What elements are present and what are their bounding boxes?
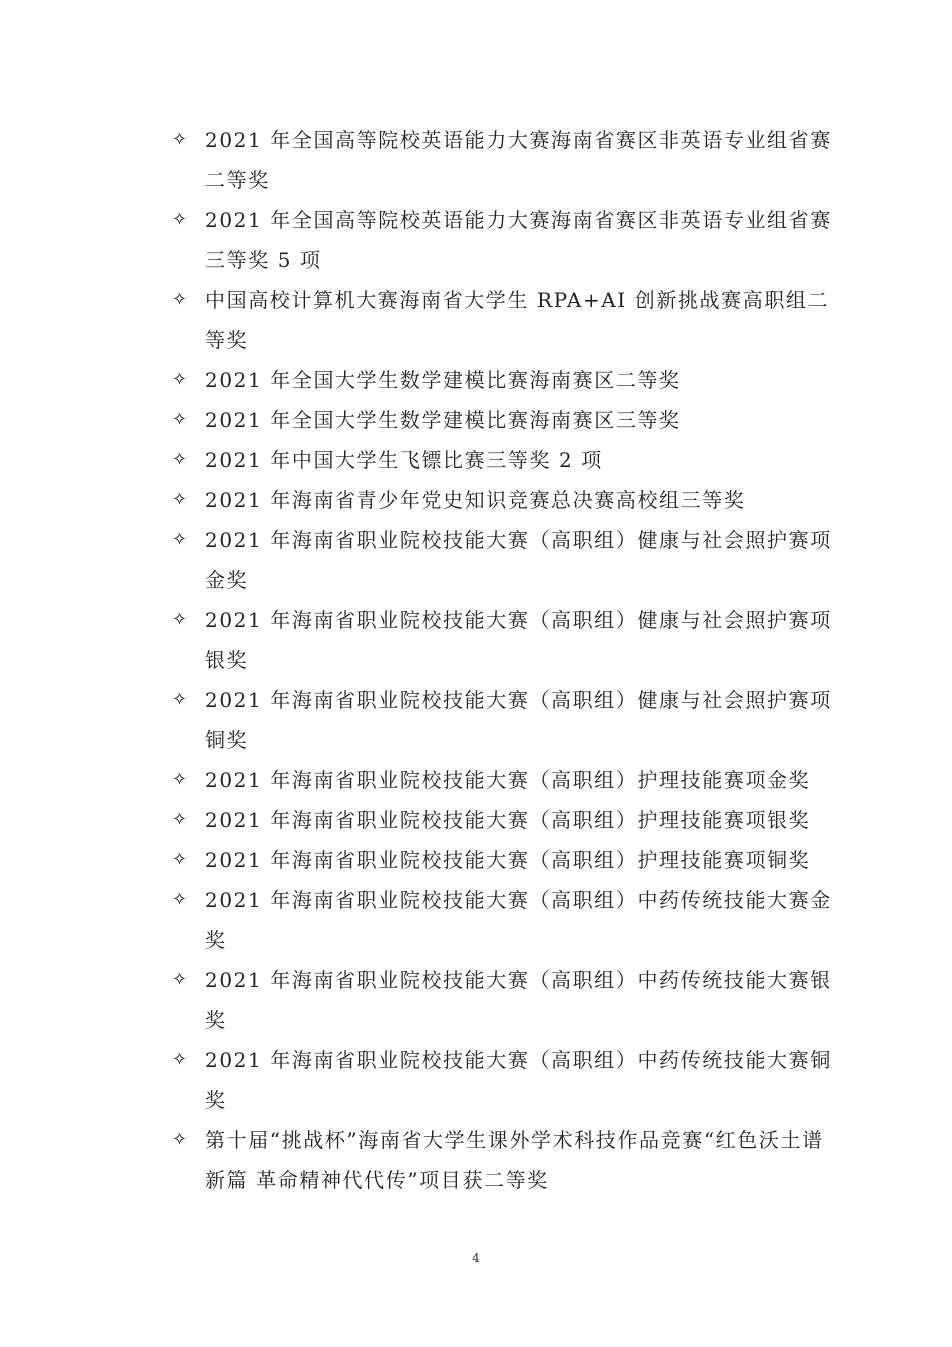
award-text: 2021 年全国高等院校英语能力大赛海南省赛区非英语专业组省赛三等奖 5 项 [205,208,832,272]
award-item [172,840,832,880]
award-text: 2021 年全国高等院校英语能力大赛海南省赛区非英语专业组省赛二等奖 [205,128,832,192]
award-item [172,1120,832,1200]
award-item [172,600,832,680]
diamond-bullet-icon: ✧ [172,409,188,430]
diamond-bullet-icon: ✧ [172,209,188,230]
diamond-bullet-icon: ✧ [172,809,188,830]
diamond-bullet-icon: ✧ [172,689,188,710]
award-text: 2021 年中国大学生飞镖比赛三等奖 2 项 [205,448,603,472]
diamond-bullet-icon: ✧ [172,769,188,790]
award-text: 2021 年海南省职业院校技能大赛（高职组）中药传统技能大赛铜奖 [205,1048,832,1112]
diamond-bullet-icon: ✧ [172,449,188,470]
page-number: 4 [472,1251,480,1265]
diamond-bullet-icon: ✧ [172,1129,188,1150]
award-item [172,120,832,200]
diamond-bullet-icon: ✧ [172,609,188,630]
award-text: 2021 年海南省青少年党史知识竞赛总决赛高校组三等奖 [205,488,746,512]
award-text: 2021 年海南省职业院校技能大赛（高职组）中药传统技能大赛金奖 [205,888,832,952]
award-item [172,360,832,400]
diamond-bullet-icon: ✧ [172,1049,188,1070]
diamond-bullet-icon: ✧ [172,289,188,310]
diamond-bullet-icon: ✧ [172,489,188,510]
award-text: 2021 年海南省职业院校技能大赛（高职组）健康与社会照护赛项金奖 [205,528,832,592]
award-list [172,120,832,1200]
award-text: 2021 年海南省职业院校技能大赛（高职组）健康与社会照护赛项银奖 [205,608,832,672]
award-text: 2021 年海南省职业院校技能大赛（高职组）中药传统技能大赛银奖 [205,968,832,1032]
award-item [172,960,832,1040]
award-text: 2021 年全国大学生数学建模比赛海南赛区三等奖 [205,408,681,432]
award-item [172,880,832,960]
award-item [172,480,832,520]
diamond-bullet-icon: ✧ [172,969,188,990]
award-item [172,400,832,440]
diamond-bullet-icon: ✧ [172,369,188,390]
diamond-bullet-icon: ✧ [172,529,188,550]
award-item [172,440,832,480]
award-item [172,200,832,280]
award-item [172,280,832,360]
award-text: 2021 年海南省职业院校技能大赛（高职组）护理技能赛项金奖 [205,768,811,792]
award-text: 2021 年海南省职业院校技能大赛（高职组）护理技能赛项铜奖 [205,848,811,872]
award-text: 2021 年海南省职业院校技能大赛（高职组）护理技能赛项银奖 [205,808,811,832]
award-item [172,520,832,600]
diamond-bullet-icon: ✧ [172,889,188,910]
award-item [172,680,832,760]
award-item [172,1040,832,1120]
diamond-bullet-icon: ✧ [172,849,188,870]
award-text: 中国高校计算机大赛海南省大学生 RPA+AI 创新挑战赛高职组二等奖 [205,288,830,352]
diamond-bullet-icon: ✧ [172,129,188,150]
award-text: 2021 年海南省职业院校技能大赛（高职组）健康与社会照护赛项铜奖 [205,688,832,752]
award-item [172,760,832,800]
award-item [172,800,832,840]
award-text: 2021 年全国大学生数学建模比赛海南赛区二等奖 [205,368,681,392]
award-text: 第十届“挑战杯”海南省大学生课外学术科技作品竞赛“红色沃土谱新篇 革命精神代代传”项目获二等奖 [205,1128,824,1192]
